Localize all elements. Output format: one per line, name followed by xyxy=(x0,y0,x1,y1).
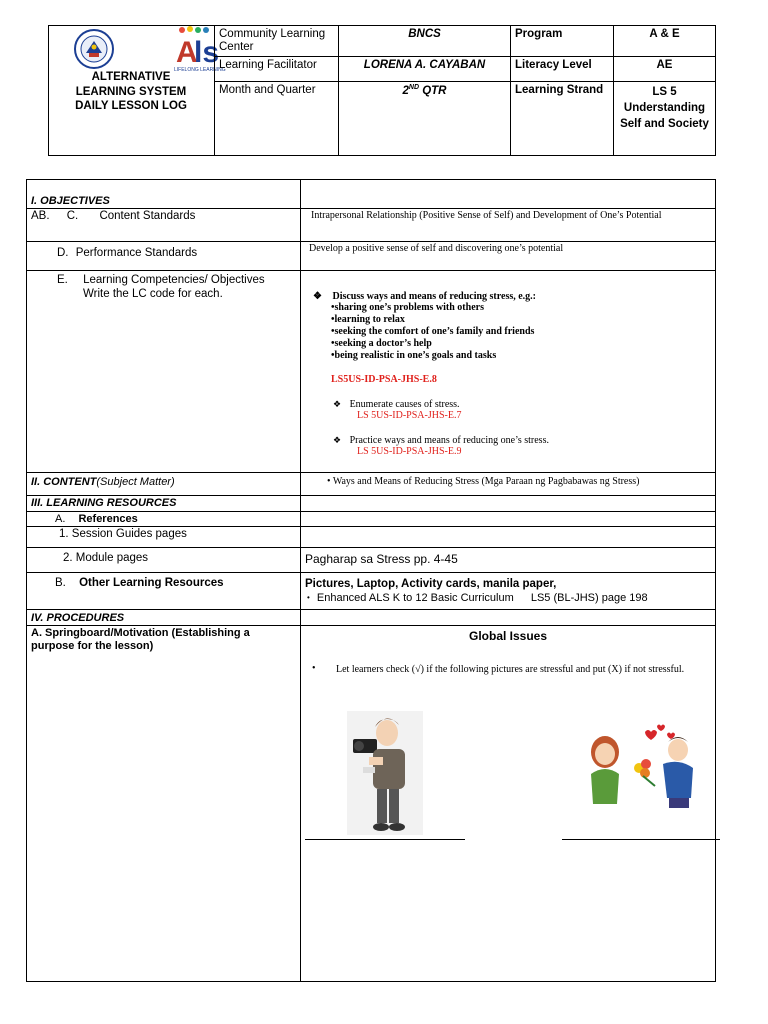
clc-value: BNCS xyxy=(339,26,511,57)
instruction-bullet-icon: • xyxy=(312,663,316,674)
list-item: •being realistic in one’s goals and tasks xyxy=(331,350,497,361)
session-guides-label: 1. Session Guides pages xyxy=(27,527,301,548)
performance-standards-cell xyxy=(27,242,301,271)
module-pages-label: 2. Module pages xyxy=(27,548,301,573)
program-value: A & E xyxy=(614,26,716,57)
other-resources-letter: B. xyxy=(55,577,66,589)
clc-label: Community Learning Center xyxy=(215,26,339,57)
program-label: Program xyxy=(511,26,614,57)
competencies-label: Learning Competencies/ Objectives xyxy=(83,274,265,286)
procedures-heading-blank xyxy=(301,610,716,626)
header-table xyxy=(48,25,716,156)
list-item: •sharing one’s problems with others xyxy=(331,302,484,313)
global-issues-title: Global Issues xyxy=(468,629,548,643)
literacy-level-value: AE xyxy=(614,57,716,82)
competencies-sub: Write the LC code for each. xyxy=(83,288,223,300)
references-blank xyxy=(301,512,716,527)
references-label: References xyxy=(78,513,138,525)
content-standards-letter: C. xyxy=(66,210,79,222)
module-pages-value: Pagharap sa Stress pp. 4-45 xyxy=(301,548,716,573)
references-cell xyxy=(27,512,301,527)
objective-3: Practice ways and means of reducing one’s stress. xyxy=(349,435,549,446)
other-resources-label: Other Learning Resources xyxy=(79,577,224,589)
competencies-label-cell xyxy=(27,271,301,473)
logo-cell xyxy=(49,26,215,156)
performance-standards-label: Performance Standards xyxy=(75,247,198,259)
system-title-line-3: DAILY LESSON LOG xyxy=(75,100,187,112)
diamond-bullet-icon: ❖ xyxy=(333,435,342,445)
content-heading-sub: (Subject Matter) xyxy=(96,476,175,488)
content-standards-value: Intrapersonal Relationship (Positive Sense of Self) and Development of One’s Potential xyxy=(301,209,716,242)
system-title-line-1: ALTERNATIVE xyxy=(91,71,171,83)
main-competency: Discuss ways and means of reducing stress, e.g.: xyxy=(332,291,536,302)
list-item: •learning to relax xyxy=(331,314,405,325)
stress-ways-list xyxy=(305,302,711,362)
couple-flowers-picture xyxy=(583,724,713,808)
content-heading: II. CONTENT xyxy=(31,476,97,488)
lesson-log-table xyxy=(26,179,716,982)
content-standards-label-cell xyxy=(27,209,301,242)
resources-heading-blank xyxy=(301,496,716,512)
objective-3-code: LS 5US-ID-PSA-JHS-E.9 xyxy=(357,446,462,457)
svg-text:ls: ls xyxy=(194,36,220,69)
learning-strand-label: Learning Strand xyxy=(511,82,614,156)
answer-line-1[interactable] xyxy=(305,839,465,840)
content-value-cell xyxy=(301,473,716,496)
list-item: •seeking a doctor’s help xyxy=(331,338,432,349)
instruction-text: Let learners check (√) if the following pictures are stressful and put (X) if not stressful. xyxy=(336,664,685,675)
curriculum-page: LS5 (BL-JHS) page 198 xyxy=(530,592,648,604)
content-heading-cell xyxy=(27,473,301,496)
als-logo-text: A xyxy=(176,36,198,69)
diamond-bullet-icon: ❖ xyxy=(313,291,322,302)
quarter-value-suffix: ND xyxy=(408,84,420,91)
literacy-level-label: Literacy Level xyxy=(511,57,614,82)
resources-heading: III. LEARNING RESOURCES xyxy=(27,496,301,512)
list-item: •seeking the comfort of one’s family and friends xyxy=(331,326,535,337)
curriculum-title: Enhanced ALS K to 12 Basic Curriculum xyxy=(316,592,514,604)
objectives-heading-blank xyxy=(301,180,716,209)
svg-text:LIFELONG LEARNING: LIFELONG LEARNING xyxy=(174,67,226,73)
content-standards-label: Content Standards xyxy=(99,210,196,222)
facilitator-value: LORENA A. CAYABAN xyxy=(339,57,511,82)
performance-standards-value: Develop a positive sense of self and discovering one’s potential xyxy=(301,242,716,271)
content-standards-prefix: AB. xyxy=(31,210,50,222)
objectives-heading: I. OBJECTIVES xyxy=(27,180,301,209)
curriculum-bullet-icon: • xyxy=(307,593,310,602)
facilitator-label: Learning Facilitator xyxy=(215,57,339,82)
month-quarter-label: Month and Quarter xyxy=(215,82,339,156)
other-resources-value: Pictures, Laptop, Activity cards, manila paper, xyxy=(305,578,557,590)
content-value: Ways and Means of Reducing Stress (Mga Paraan ng Pagbabawas ng Stress) xyxy=(332,476,640,487)
main-competency-code: LS5US-ID-PSA-JHS-E.8 xyxy=(331,374,437,385)
competencies-value-cell xyxy=(301,271,716,473)
instruction-item xyxy=(312,663,702,676)
quarter-value-text: QTR xyxy=(419,84,447,97)
objective-2-code: LS 5US-ID-PSA-JHS-E.7 xyxy=(357,410,462,421)
references-letter: A. xyxy=(55,513,66,525)
session-guides-blank xyxy=(301,527,716,548)
learning-strand-value: LS 5 Understanding Self and Society xyxy=(614,82,716,156)
photographer-picture xyxy=(347,711,423,835)
procedures-heading: IV. PROCEDURES xyxy=(27,610,301,626)
other-resources-value-2 xyxy=(305,591,711,605)
content-bullet-icon: • xyxy=(327,476,331,487)
springboard-label: A. Springboard/Motivation (Establishing a purpose for the lesson) xyxy=(27,626,301,982)
diamond-bullet-icon: ❖ xyxy=(333,399,342,409)
other-resources-value-cell xyxy=(301,573,716,610)
answer-line-2[interactable] xyxy=(562,839,720,840)
quarter-value-number: 2 xyxy=(402,84,409,97)
quarter-value xyxy=(339,82,511,156)
objective-2: Enumerate causes of stress. xyxy=(349,399,460,410)
competencies-letter: E. xyxy=(57,274,68,286)
performance-standards-letter: D. xyxy=(57,247,69,259)
other-resources-cell xyxy=(27,573,301,610)
system-title-line-2: LEARNING SYSTEM xyxy=(75,85,187,98)
